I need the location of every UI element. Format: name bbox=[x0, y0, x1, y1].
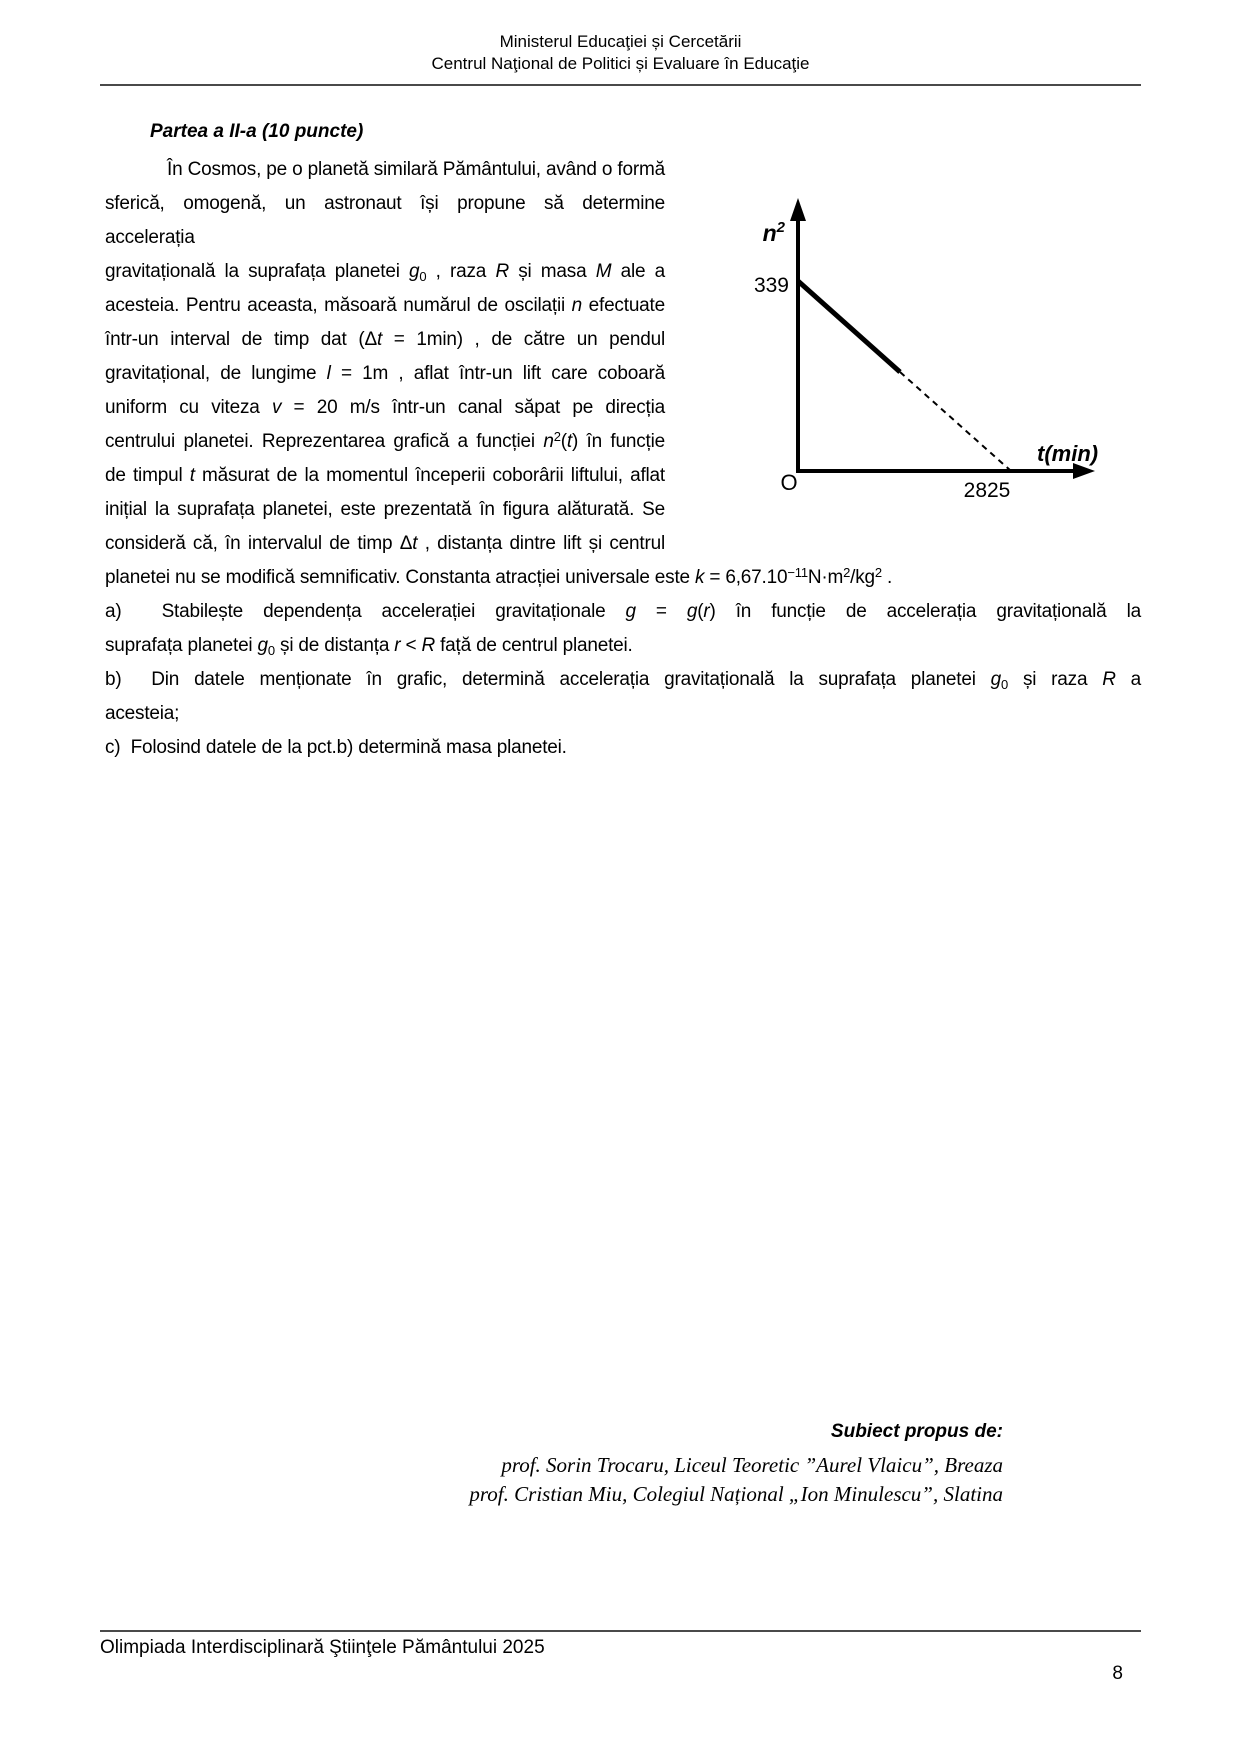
text-segment: , de către un pendul bbox=[462, 329, 665, 350]
problem-paragraph-narrow bbox=[105, 153, 665, 561]
text-line bbox=[105, 187, 665, 255]
math-var: t bbox=[189, 465, 195, 486]
text-line bbox=[105, 425, 665, 459]
text-line bbox=[105, 663, 1141, 697]
math-var: t bbox=[412, 533, 418, 554]
page-footer bbox=[100, 1630, 1141, 1686]
page-header bbox=[100, 0, 1141, 86]
x-axis-label: t(min) bbox=[1037, 441, 1099, 466]
text-segment: consideră că, în intervalul de timp bbox=[105, 533, 400, 554]
text-segment: ) bbox=[571, 431, 579, 452]
text-segment: ( bbox=[560, 431, 567, 452]
y-axis-arrow-icon bbox=[790, 198, 806, 221]
text-segment: . bbox=[881, 567, 893, 588]
text-segment: = 6,67.10 bbox=[704, 567, 788, 588]
text-line bbox=[105, 289, 665, 323]
text-segment: c) Folosind datele de la pct.b) determină masa planetei. bbox=[105, 737, 567, 758]
y-axis-label: $n^2$ bbox=[762, 219, 785, 246]
math-var: n bbox=[571, 295, 582, 316]
y-tick-label: 339 bbox=[753, 274, 789, 297]
item-b bbox=[105, 663, 1141, 731]
text-line bbox=[105, 629, 1141, 663]
text-line bbox=[105, 323, 665, 357]
text-line bbox=[105, 697, 1141, 731]
math-var: R bbox=[421, 635, 436, 656]
math-var: M bbox=[595, 261, 612, 282]
text-line bbox=[105, 493, 665, 527]
text-segment: b) Din datele menționate în grafic, determină accelerația gravitațională la suprafața planetei bbox=[105, 669, 991, 690]
text-line bbox=[105, 357, 665, 391]
text-segment: sferică, omogenă, un astronaut își propune să determine accelerația bbox=[105, 193, 665, 248]
math-var: g bbox=[625, 601, 636, 622]
text-line bbox=[105, 561, 1141, 595]
math-var: k bbox=[695, 567, 705, 588]
text-line bbox=[105, 391, 665, 425]
n2-vs-t-plot bbox=[675, 184, 1140, 504]
text-segment: ale a bbox=[611, 261, 666, 282]
text-segment: = 1m , aflat într-un lift care coboară bbox=[330, 363, 665, 384]
text-segment: măsurat de la momentul începerii coborârii liftului, aflat bbox=[194, 465, 666, 486]
text-segment: < bbox=[400, 635, 422, 656]
credits-author-1: prof. Sorin Trocaru, Liceul Teoretic ”Aurel Vlaicu”, Breaza bbox=[501, 1453, 1003, 1477]
data-line-dashed bbox=[900, 372, 1011, 471]
text-segment: gravitațional, de lungime bbox=[105, 363, 327, 384]
text-segment: 2 bbox=[553, 429, 561, 444]
math-var: r bbox=[703, 601, 710, 622]
text-line bbox=[105, 595, 1141, 629]
text-segment: centrului planetei. Reprezentarea grafică a funcției bbox=[105, 431, 544, 452]
text-segment: în funcție bbox=[578, 431, 665, 452]
math-var: g bbox=[686, 601, 698, 622]
math-var: R bbox=[495, 261, 509, 282]
text-segment: planetei nu se modifică semnificativ. Constanta atracției universale este bbox=[105, 567, 695, 588]
text-segment: și masa bbox=[508, 261, 596, 282]
graph-figure bbox=[675, 184, 1140, 504]
math-var: g bbox=[409, 261, 420, 282]
text-segment: inițial la suprafața planetei, este prezentată în figura alăturată. Se bbox=[105, 499, 665, 520]
text-segment: acesteia; bbox=[105, 703, 180, 724]
text-segment: 0 bbox=[1001, 677, 1009, 692]
text-segment: suprafața planetei bbox=[105, 635, 258, 656]
text-segment: într-un interval de timp dat bbox=[105, 329, 359, 350]
footer-title: Olimpiada Interdisciplinară Ştiinţele Pământului 2025 bbox=[100, 1637, 545, 1658]
text-line bbox=[105, 731, 1141, 765]
text-segment: ( bbox=[697, 601, 704, 622]
section-title: Partea a II-a (10 puncte) bbox=[150, 121, 364, 142]
text-segment: N·m bbox=[807, 567, 844, 588]
text-segment: = 20 m/s într-un canal săpat pe direcția bbox=[281, 397, 665, 418]
x-tick-label: 2825 bbox=[963, 479, 1011, 502]
text-segment: a bbox=[1115, 669, 1142, 690]
text-segment: de timpul bbox=[105, 465, 190, 486]
page-number: 8 bbox=[1112, 1663, 1123, 1684]
text-segment: /kg bbox=[850, 567, 875, 588]
text-segment: = 1min) bbox=[382, 329, 463, 350]
text-segment: în funcție de accelerația gravitațională la bbox=[715, 601, 1141, 622]
credits-author-2: prof. Cristian Miu, Colegiul Național „Ion Minulescu”, Slatina bbox=[469, 1482, 1003, 1506]
header-line2: Centrul Naţional de Politici și Evaluare în Educaţie bbox=[431, 54, 810, 73]
math-var: n bbox=[543, 431, 554, 452]
text-segment: În Cosmos, pe o planetă similară Pământului, având o formă bbox=[167, 159, 665, 180]
text-segment: 0 bbox=[419, 269, 427, 284]
text-segment: 2 bbox=[874, 565, 882, 580]
math-var: g bbox=[257, 635, 268, 656]
math-var: v bbox=[271, 397, 282, 418]
item-c bbox=[105, 731, 1141, 765]
math-var: r bbox=[394, 635, 401, 656]
math-var: g bbox=[990, 669, 1002, 690]
text-segment: = bbox=[635, 601, 687, 622]
text-line bbox=[105, 153, 665, 187]
text-segment: Δ bbox=[399, 533, 413, 554]
text-line bbox=[105, 527, 665, 561]
text-segment: uniform cu viteza bbox=[105, 397, 272, 418]
text-segment: (Δ bbox=[358, 329, 377, 350]
data-line-solid bbox=[798, 281, 900, 372]
text-segment: , raza bbox=[426, 261, 496, 282]
header-line1: Ministerul Educaţiei și Cercetării bbox=[499, 32, 742, 51]
text-segment: , distanța dintre lift și centrul bbox=[417, 533, 665, 554]
text-segment: gravitațională la suprafața planetei bbox=[105, 261, 410, 282]
math-var: t bbox=[566, 431, 572, 452]
credits-block bbox=[105, 1420, 1003, 1509]
text-segment: și de distanța bbox=[274, 635, 395, 656]
text-line bbox=[105, 255, 665, 289]
text-segment: a) Stabilește dependența accelerației gravitaționale bbox=[105, 601, 626, 622]
problem-paragraph-full bbox=[105, 561, 1141, 595]
text-segment: acesteia. Pentru aceasta, măsoară numărul de oscilații bbox=[105, 295, 572, 316]
item-a bbox=[105, 595, 1141, 663]
math-var: t bbox=[376, 329, 383, 350]
origin-label: O bbox=[780, 470, 798, 495]
text-segment: efectuate bbox=[582, 295, 665, 316]
text-segment: 0 bbox=[267, 643, 275, 658]
text-segment: față de centrul planetei. bbox=[435, 635, 633, 656]
math-var: l bbox=[326, 363, 331, 384]
text-segment: și raza bbox=[1008, 669, 1103, 690]
text-line bbox=[105, 459, 665, 493]
text-segment: ) bbox=[709, 601, 716, 622]
credits-heading: Subiect propus de: bbox=[830, 1421, 1003, 1442]
text-segment: −11 bbox=[787, 565, 808, 580]
page-body bbox=[105, 120, 1142, 1506]
math-var: R bbox=[1102, 669, 1116, 690]
text-segment: 2 bbox=[843, 565, 851, 580]
